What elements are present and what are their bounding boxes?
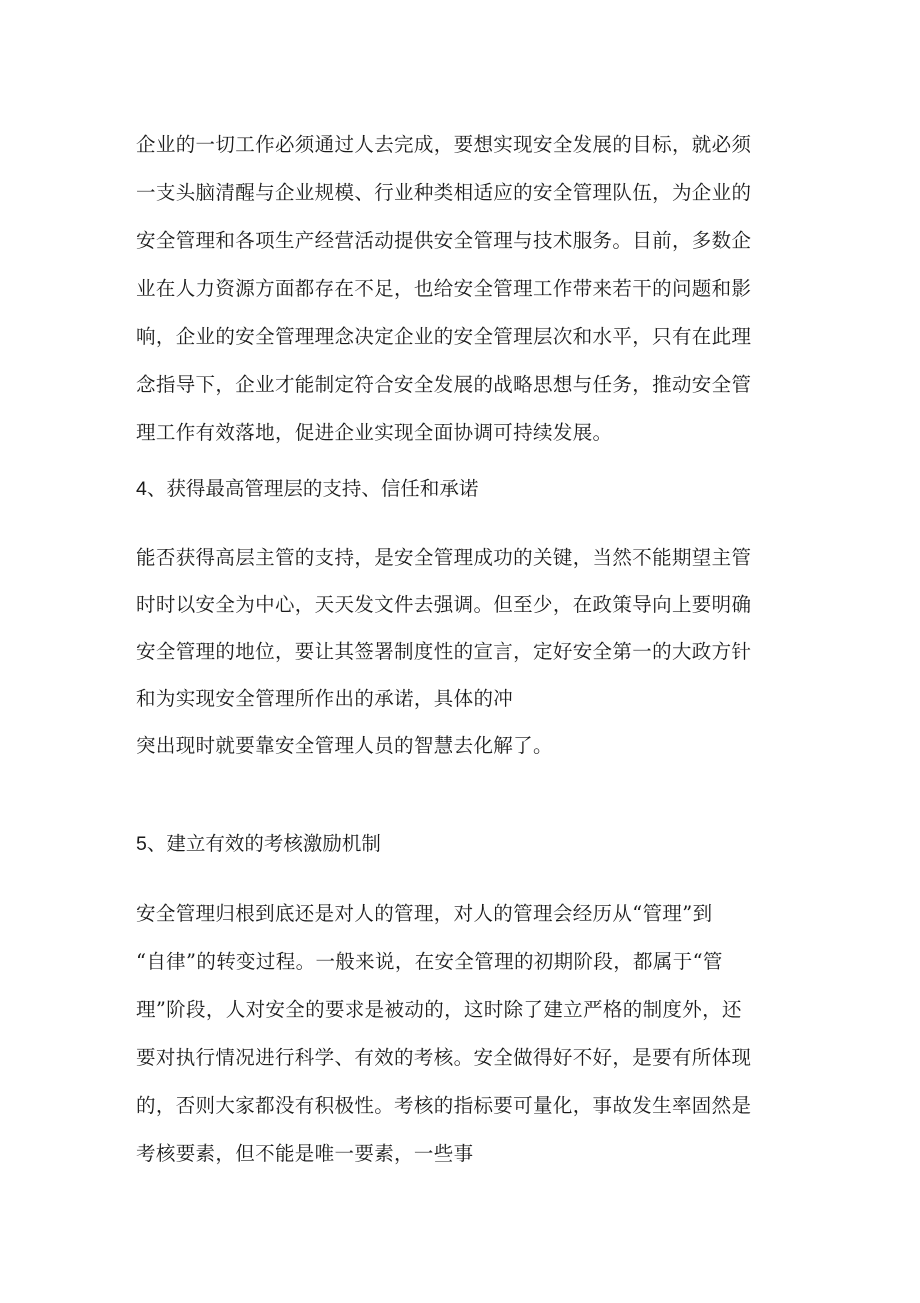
paragraph-line: 安全管理归根到底还是对人的管理，对人的管理会经历从“管理”到 — [136, 902, 713, 925]
heading-number: 5 — [136, 833, 147, 855]
heading-number: 4 — [136, 478, 147, 500]
paragraph-line: “自律”的转变过程。一般来说，在安全管理的初期阶段，都属于“管 — [136, 950, 723, 973]
paragraph-line: 时时以安全为中心，天天发文件去强调。但至少，在政策导向上要明确 — [136, 593, 752, 616]
paragraph-line: 念指导下，企业才能制定符合安全发展的战略思想与任务，推动安全管 — [136, 373, 752, 396]
heading-title: 、获得最高管理层的支持、信任和承诺 — [146, 477, 479, 500]
paragraph-line: 业在人力资源方面都存在不足，也给安全管理工作带来若干的问题和影 — [136, 277, 752, 300]
paragraph-line: 一支头脑清醒与企业规模、行业种类相适应的安全管理队伍，为企业的 — [136, 181, 752, 204]
heading-title: 、建立有效的考核激励机制 — [146, 832, 381, 855]
section-heading-5 — [136, 829, 776, 859]
paragraph-line: 考核要素，但不能是唯一要素，一些事 — [136, 1142, 474, 1165]
paragraph-line: 和为实现安全管理所作出的承诺，具体的冲 — [136, 687, 514, 710]
paragraph-line: 能否获得高层主管的支持，是安全管理成功的关键，当然不能期望主管 — [136, 546, 752, 569]
paragraph-line: 企业的一切工作必须通过人去完成，要想实现安全发展的目标，就必须 — [136, 133, 752, 156]
paragraph-line: 要对执行情况进行科学、有效的考核。安全做得好不好，是要有所体现 — [136, 1046, 752, 1069]
paragraph-line: 理工作有效落地，促进企业实现全面协调可持续发展。 — [136, 421, 613, 444]
paragraph-line: 的，否则大家都没有积极性。考核的指标要可量化，事故发生率固然是 — [136, 1094, 752, 1117]
paragraph-line: 响，企业的安全管理理念决定企业的安全管理层次和水平，只有在此理 — [136, 325, 752, 348]
section-heading-4 — [136, 474, 776, 504]
paragraph-line: 突出现时就要靠安全管理人员的智慧去化解了。 — [136, 734, 553, 757]
paragraph-line: 安全管理的地位，要让其签署制度性的宣言，定好安全第一的大政方针 — [136, 640, 752, 663]
paragraph-line: 安全管理和各项生产经营活动提供安全管理与技术服务。目前，多数企 — [136, 229, 752, 252]
paragraph-line: 理”阶段，人对安全的要求是被动的，这时除了建立严格的制度外，还 — [136, 998, 742, 1021]
